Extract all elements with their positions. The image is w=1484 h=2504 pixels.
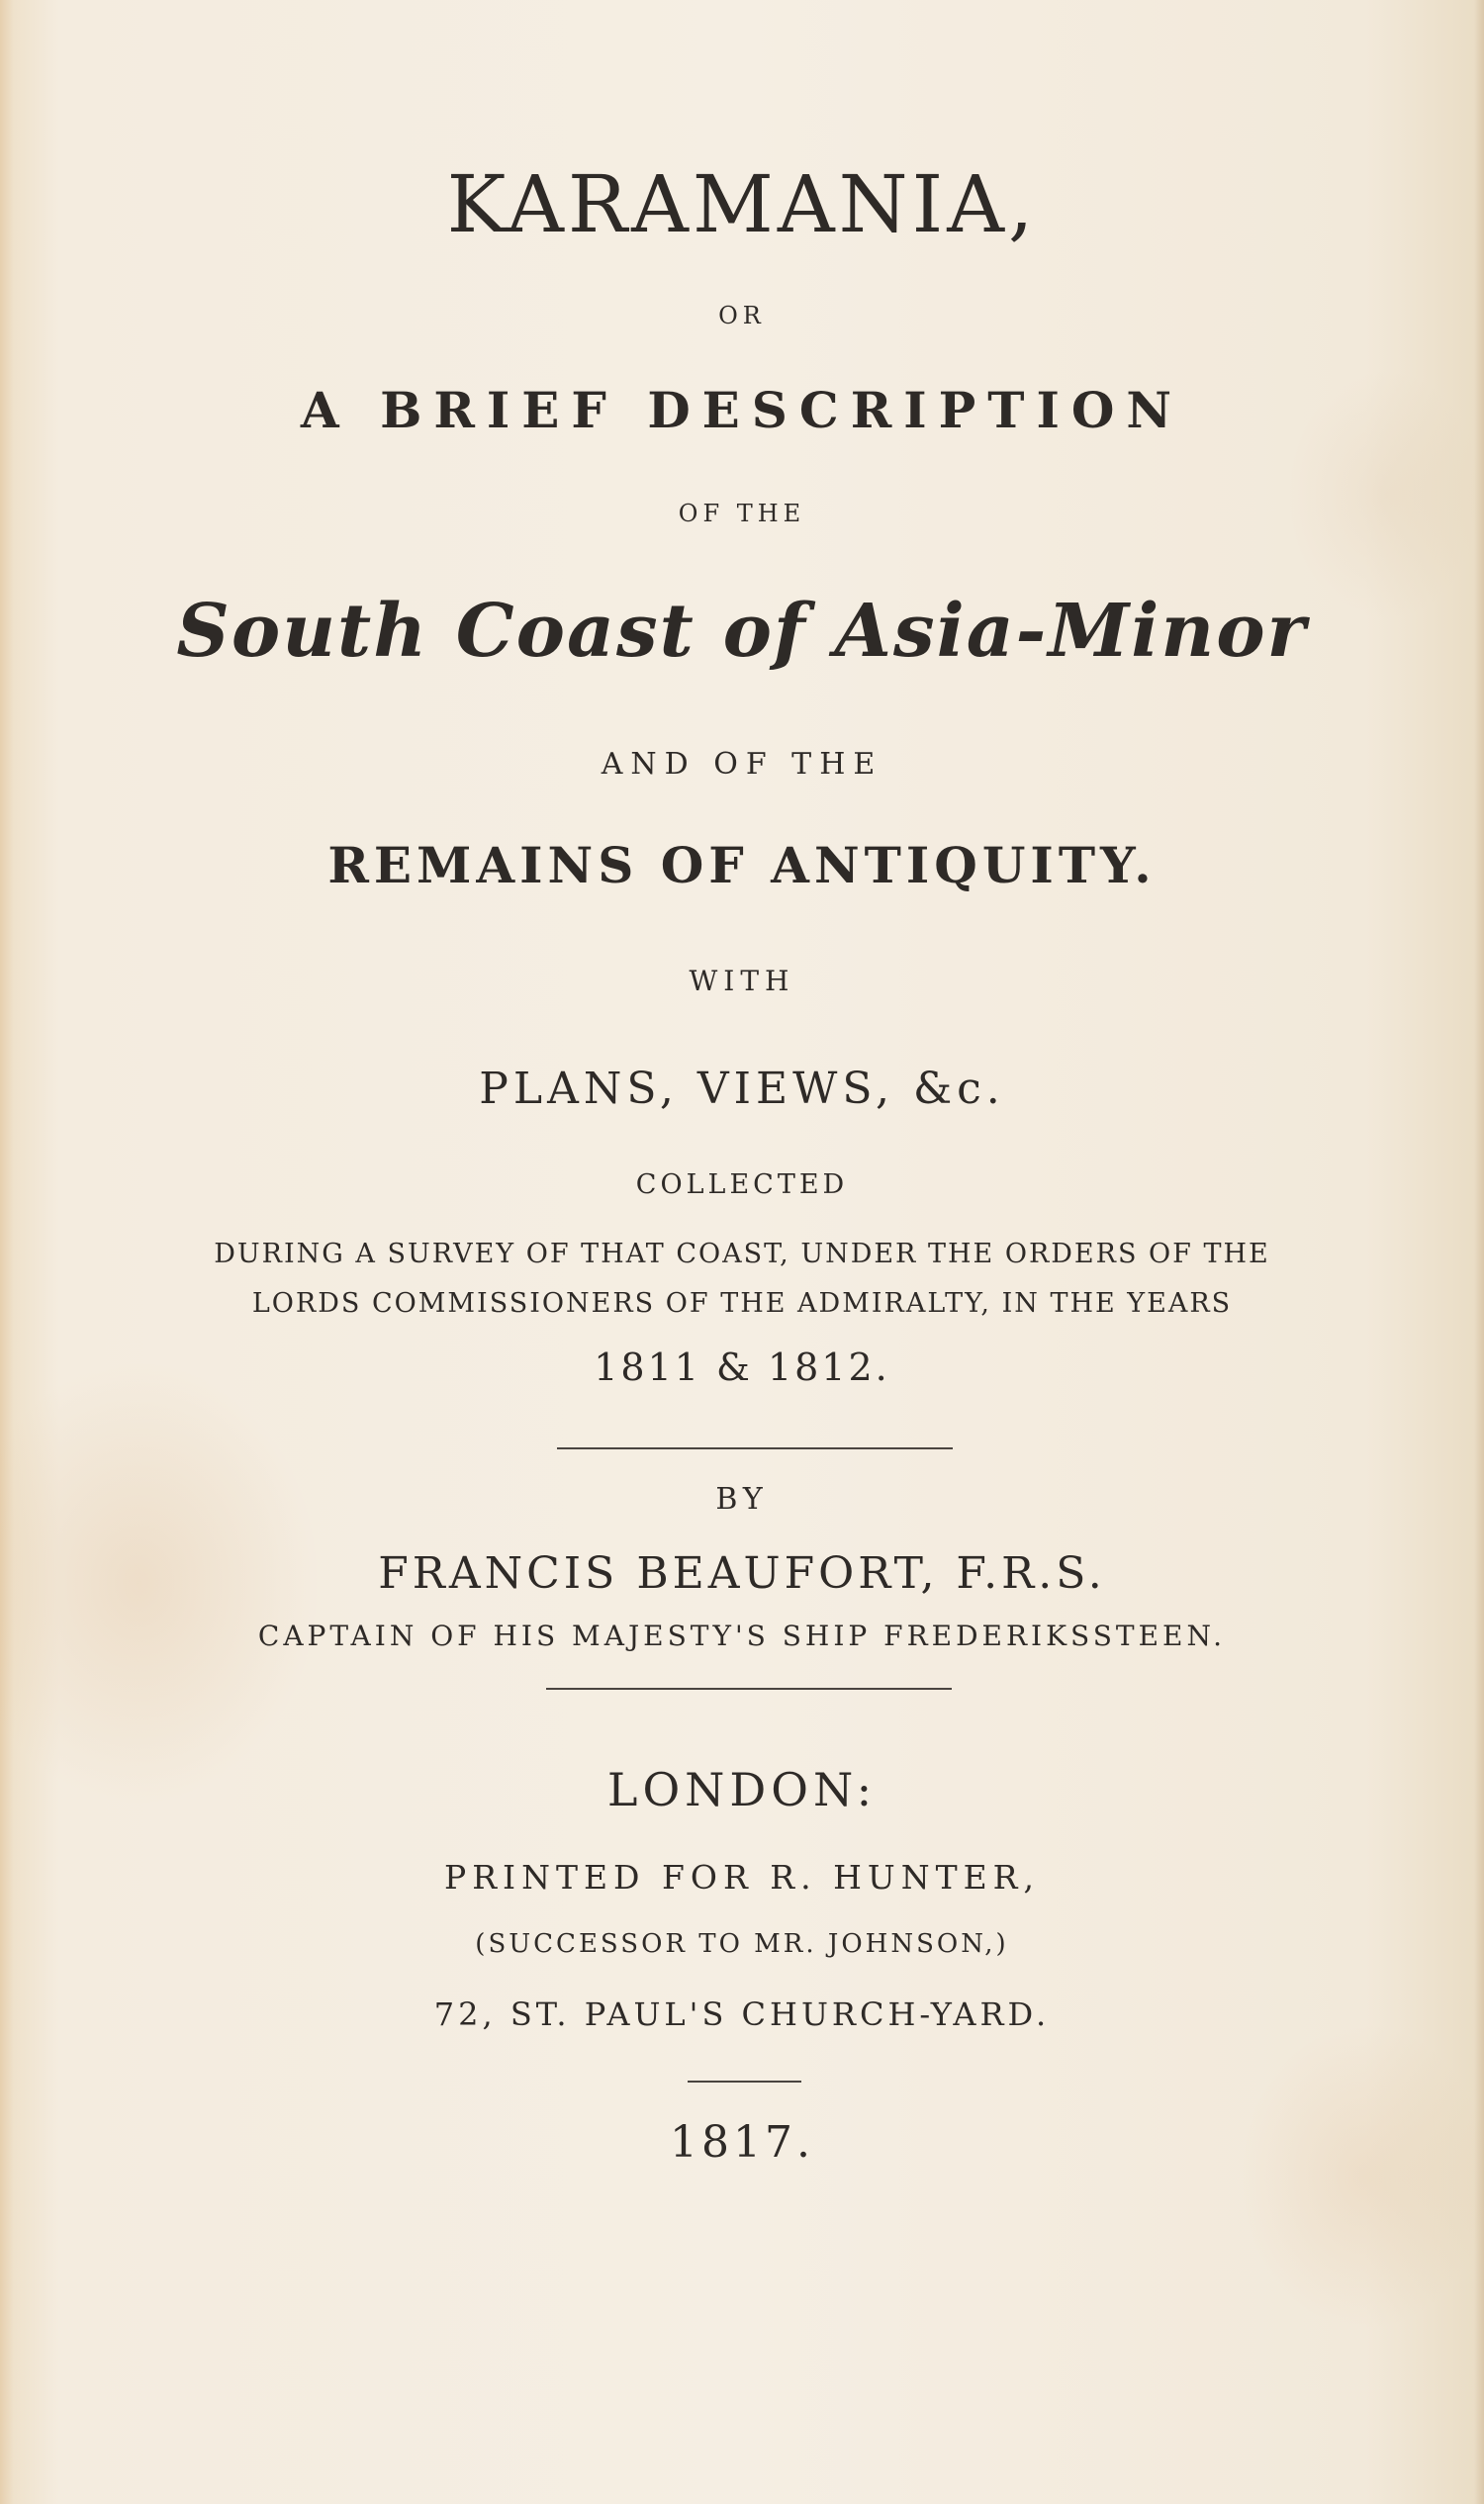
printer-line: PRINTED FOR R. HUNTER, <box>443 1858 1041 1897</box>
remains-heading: REMAINS OF ANTIQUITY. <box>327 836 1157 894</box>
by-text: BY <box>715 1482 769 1517</box>
book-title: KARAMANIA, <box>446 158 1038 250</box>
subtitle: A BRIEF DESCRIPTION <box>300 381 1184 439</box>
with-connector: WITH <box>689 965 795 997</box>
collected-text: COLLECTED <box>635 1169 849 1200</box>
author-name: FRANCIS BEAUFORT, F.R.S. <box>378 1548 1106 1599</box>
publication-year: 1817. <box>670 2117 814 2168</box>
survey-line-2: LORDS COMMISSIONERS OF THE ADMIRALTY, IN THE YEARS <box>251 1288 1233 1319</box>
divider-rule-3 <box>688 2081 801 2083</box>
region-heading: South Coast of Asia-Minor <box>176 589 1308 674</box>
plans-heading: PLANS, VIEWS, &c. <box>479 1064 1005 1114</box>
of-the-connector: OF THE <box>678 500 806 527</box>
printer-address: 72, ST. PAUL'S CHURCH-YARD. <box>433 1995 1051 2033</box>
or-connector: OR <box>718 302 766 329</box>
imprint-city: LONDON: <box>606 1763 878 1816</box>
divider-rule-2 <box>546 1688 952 1690</box>
author-title: CAPTAIN OF HIS MAJESTY'S SHIP FREDERIKSSTEEN. <box>257 1620 1227 1652</box>
printer-note: (SUCCESSOR TO MR. JOHNSON,) <box>475 1929 1009 1959</box>
survey-years: 1811 & 1812. <box>594 1345 890 1389</box>
divider-rule-1 <box>557 1447 953 1449</box>
and-of-the-connector: AND OF THE <box>601 747 883 782</box>
survey-line-1: DURING A SURVEY OF THAT COAST, UNDER THE ORDERS OF THE <box>214 1239 1270 1269</box>
